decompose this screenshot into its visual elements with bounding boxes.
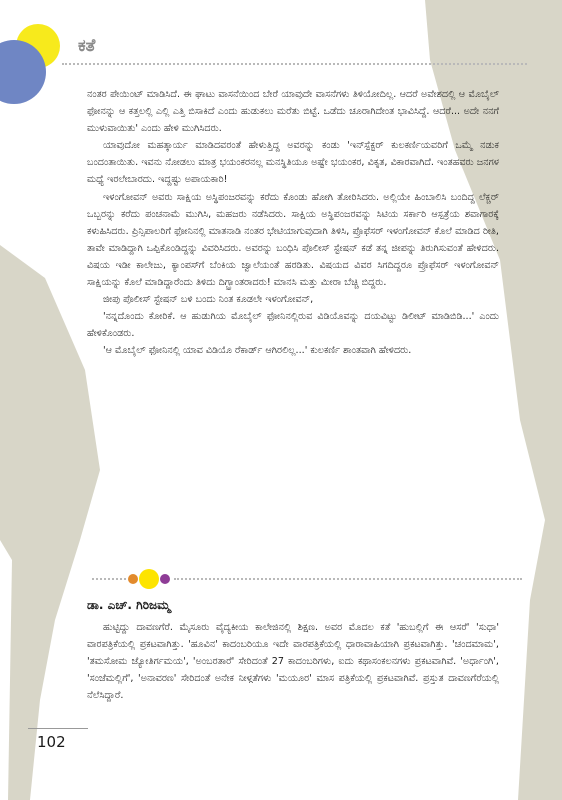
- author-name: ಡಾ. ಎಚ್. ಗಿರಿಜಮ್ಮ: [87, 598, 171, 612]
- header-dotted-rule: [62, 63, 527, 65]
- page-number: 102: [37, 733, 66, 751]
- story-paragraph: ಯಾವುದೋ ಮಹತ್ಕಾರ್ಯ ಮಾಡಿದವರಂತೆ ಹೇಳುತ್ತಿದ್ದ ಅವರನ್ನು ಕಂಡು 'ಇನ್‍ಸ್ಪೆಕ್ಟರ್ ಕುಲಕರ್ಣಿಯವರಿಗೆ ಒಮ್ಮೆ ನಡುಕ ಬಂದಂತಾಯಿತು. ಇವನು ನೋಡಲು ಮಾತ್ರ ಭಯಂಕರನಲ್ಲ ಮನಸ್ಥಿತಿಯೂ ಅಷ್ಟೇ ಭಯಂಕರ, ವಿಕೃತ, ವಿಕಾರವಾಗಿದೆ. ಇಂತಹವರು ಜನಗಳ ಮಧ್ಯೆ ಇರಲೇಬಾರದು. ಇದ್ದಷ್ಟು ಅಪಾಯಕಾರಿ!: [87, 140, 499, 186]
- story-paragraph: ಜೀಪು ಪೊಲೀಸ್ ಸ್ಟೇಷನ್ ಬಳಿ ಬಂದು ನಿಂತ ಕೂಡಲೇ ಇಳಂಗೋವನ್,: [103, 294, 314, 306]
- story-text: [87, 86, 499, 360]
- orange-dot: [128, 574, 138, 584]
- story-paragraph: 'ನನ್ನದೊಂದು ಕೋರಿಕೆ. ಆ ಹುಡುಗಿಯ ಮೊಬೈಲ್ ಫೋನಿನಲ್ಲಿರುವ ವಿಡಿಯೊವನ್ನು ದಯವಿಟ್ಟು ಡಿಲೀಟ್ ಮಾಡಿಬಿಡಿ...' ಎಂದು ಹೇಳಿಕೊಂಡರು.: [87, 311, 499, 340]
- purple-dot: [160, 574, 170, 584]
- left-grey-shape: [0, 245, 100, 800]
- story-paragraph: ನಂತರ ಪೇಯಿಂಟ್ ಮಾಡಿಸಿದೆ. ಈ ಘಾಟು ವಾಸನೆಯಿಂದ ಬೇರೆ ಯಾವುದೇ ವಾಸನೆಗಳು ತಿಳಿಯೋದಿಲ್ಲ. ಆದರೆ ಅವೇಶದಲ್ಲಿ ಆ ಮೊಬೈಲ್ ಫೋನನ್ನು ಆ ಕತ್ತಲಲ್ಲಿ ಎಲ್ಲಿ ಎತ್ತಿ ಬಿಸಾಕಿದೆ ಎಂದು ಹುಡುಕಲು ಮರೆತು ಬಿಟ್ಟೆ. ಒಡೆದು ಚೂರಾಗಿದೇಂತ ಭಾವಿಸಿದ್ದೆ. ಆದರೆ... ಅದೇ ನನಗೆ ಮುಳುವಾಯಿತು' ಎಂದು ಹೇಳಿ ಮುಗಿಸಿದರು.: [87, 89, 499, 135]
- section-label: ಕತೆ: [78, 36, 96, 56]
- author-bio: [87, 619, 499, 704]
- yellow-dot: [139, 569, 159, 589]
- footer-rule: [28, 728, 88, 729]
- author-bio-text: ಹುಟ್ಟಿದ್ದು ದಾವಣಗೆರೆ. ಮೈಸೂರು ವೈದ್ಯಕೀಯ ಕಾಲೇಜಿನಲ್ಲಿ ಶಿಕ್ಷಣ. ಅವರ ಮೊದಲ ಕತೆ 'ಹುಬಲ್ಲಿಗೆ ಈ ಆಸರೆ' 'ಸುಧಾ' ವಾರಪತ್ರಿಕೆಯಲ್ಲಿ ಪ್ರಕಟವಾಗಿತ್ತು. 'ಹೂವಿನ' ಕಾದಂಬರಿಯೂ ಇದೇ ವಾರಪತ್ರಿಕೆಯಲ್ಲಿ ಧಾರಾವಾಹಿಯಾಗಿ ಪ್ರಕಟವಾಗಿತ್ತು. 'ಚಂದಮಾಮ', 'ತಮಸೋಮ ಜ್ಯೋತಿರ್ಗಮಯ', 'ಅಂಬರತಾರೆ' ಸೇರಿದಂತೆ 27 ಕಾದಂಬರಿಗಳು, ಐದು ಕಥಾಸಂಕಲನಗಳು ಪ್ರಕಟವಾಗಿವೆ. 'ಅರ್ಧಾಂಗಿ', 'ಸಂಜೆಮಲ್ಲಿಗೆ', 'ಅನಾವರಣ' ಸೇರಿದಂತೆ ಅನೇಕ ನೀಳ್ಗತೆಗಳು 'ಮಯೂರ' ಮಾಸ ಪತ್ರಿಕೆಯಲ್ಲಿ ಪ್ರಕಟವಾಗಿವೆ. ಪ್ರಸ್ತುತ ದಾವಣಗೆರೆಯಲ್ಲಿ ನೆಲೆಸಿದ್ದಾರೆ.: [87, 622, 499, 702]
- divider-dotted-rule-left: [92, 578, 126, 580]
- divider-dotted-rule-right: [174, 578, 522, 580]
- header-circles-decoration: [0, 22, 70, 112]
- story-paragraph: 'ಆ ಮೊಬೈಲ್ ಫೋನಿನಲ್ಲಿ ಯಾವ ವಿಡಿಯೊ ರೆಕಾರ್ಡ್ ಆಗಿರಲಿಲ್ಲ...' ಕುಲಕರ್ಣಿ ಶಾಂತವಾಗಿ ಹೇಳಿದರು.: [103, 345, 412, 357]
- story-paragraph: ಇಳಂಗೋವನ್ ಅವರು ಸಾಕ್ಷಿಯ ಅಸ್ಥಿಪಂಜರವನ್ನು ಕರೆದು ಕೊಂಡು ಹೋಗಿ ತೋರಿಸಿದರು. ಅಲ್ಲಿಯೇ ಹಿಂಬಾಲಿಸಿ ಬಂದಿದ್ದ ಲೆಕ್ಚರ್ ಒಬ್ಬರನ್ನು ಕರೆದು ಪಂಚನಾಮೆ ಮುಗಿಸಿ, ಮಹಜರು ನಡೆಸಿದರು. ಸಾಕ್ಷಿಯ ಅಸ್ಥಿಪಂಜರವನ್ನು ಸಿಟಿಯ ಸರ್ಕಾರಿ ಆಸ್ಪತ್ರೆಯ ಶವಾಗಾರಕ್ಕೆ ಕಳುಹಿಸಿದರು. ಪ್ರಿನ್ಸಿಪಾಲರಿಗೆ ಫೋನಿನಲ್ಲಿ ಮಾತನಾಡಿ ನಂತರ ಭೇಟಿಯಾಗುವುದಾಗಿ ತಿಳಿಸಿ, ಪ್ರೊಫೆಸರ್ ಇಳಂಗೋವನ್ ಕೊಲೆ ಮಾಡಿದ ರೀತಿ, ತಾವೇ ಮಾಡಿದ್ದಾಗಿ ಒಪ್ಪಿಕೊಂಡಿದ್ದನ್ನು ವಿವರಿಸಿದರು. ಅವರನ್ನು ಬಂಧಿಸಿ ಪೊಲೀಸ್ ಸ್ಟೇಷನ್ ಕಡೆ ತನ್ನ ಜೀಪನ್ನು ತಿರುಗಿಸುವಂತೆ ಹೇಳಿದರು. ವಿಷಯ ಇಡೀ ಕಾಲೇಜು, ಕ್ಯಾಂಪಸ್‍ಗೆ ಬೆಂಕಿಯ ಜ್ವಾಲೆಯಂತೆ ಹರಡಿತು. ವಿಷಯದ ವಿವರ ಸಿಗದಿದ್ದರೂ ಪ್ರೊಫೆಸರ್ ಇಳಂಗೋವನ್ ಸಾಕ್ಷಿಯನ್ನು ಕೊಲೆ ಮಾಡಿದ್ದಾರೆಂದು ತಿಳಿದು ದಿಗ್ಭ್ರಾಂತರಾದರು! ಮಾನಸಿ ಮತ್ತು ಮೀರಾ ಬೆಚ್ಚಿ ಬಿದ್ದರು.: [87, 191, 499, 289]
